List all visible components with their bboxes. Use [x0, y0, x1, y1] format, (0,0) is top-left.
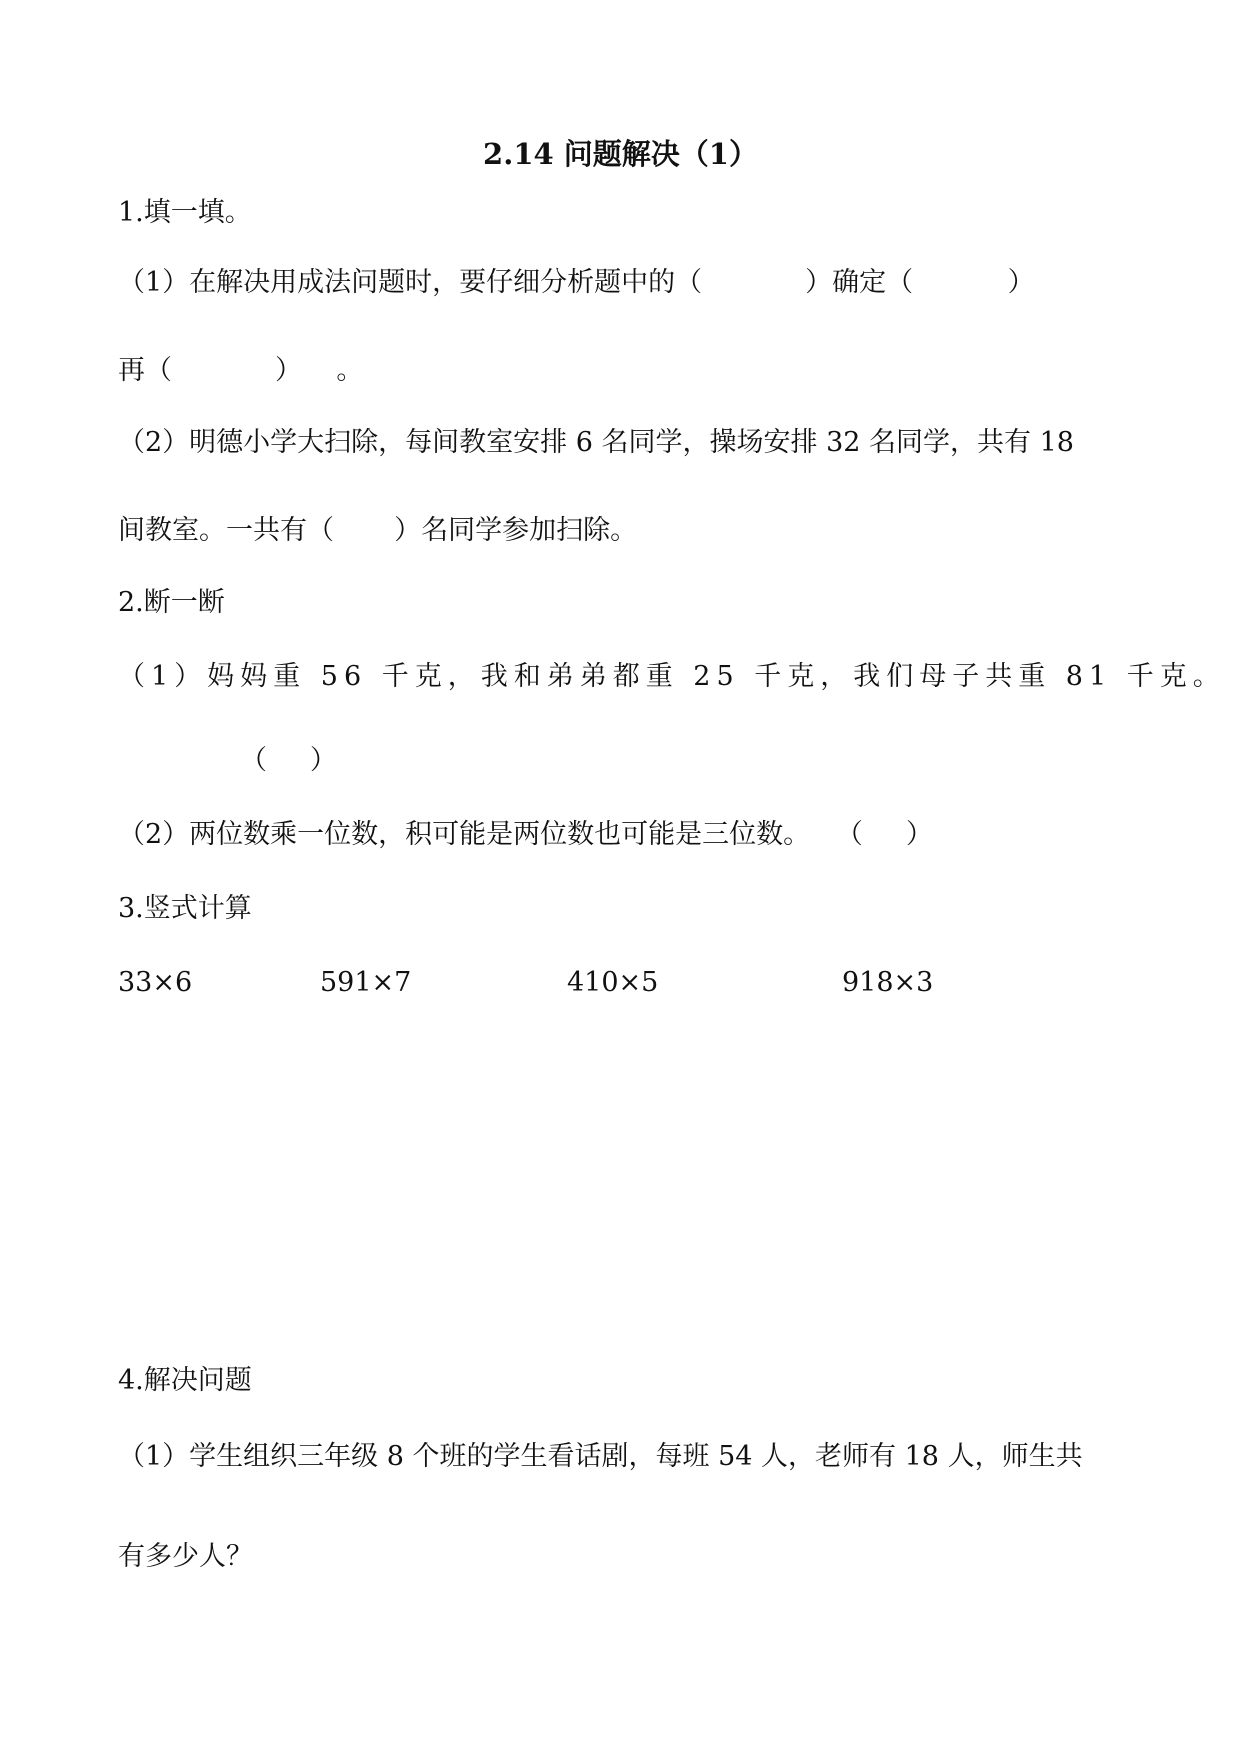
section-heading-solve-problems: 4.解决问题 [118, 1365, 252, 1396]
question-4-1-line-1: （1）学生组织三年级 8 个班的学生看话剧，每班 54 人，老师有 18 人，师生共 [118, 1441, 1083, 1472]
section-heading-fill-in: 1.填一填。 [118, 197, 252, 228]
page-title: 2.14 问题解决（1） [483, 137, 758, 171]
calculation-expression: 410×5 [567, 967, 659, 998]
question-2-1-answer-brackets: （ ） [240, 745, 337, 776]
question-2-1-line-1: （1）妈妈重 56 千克，我和弟弟都重 25 千克，我们母子共重 81 千克。 [118, 661, 1226, 692]
calculation-expression: 591×7 [320, 967, 412, 998]
question-4-1-line-2: 有多少人？ [118, 1541, 253, 1572]
question-1-1-line-1: （1）在解决用成法问题时，要仔细分析题中的（ ）确定（ ） [118, 267, 1035, 298]
question-2-2-line-1: （2）两位数乘一位数，积可能是两位数也可能是三位数。 （ ） [118, 819, 933, 850]
question-1-2-line-2: 间教室。一共有（ ）名同学参加扫除。 [118, 515, 638, 546]
question-1-1-line-2: 再（ ） 。 [118, 355, 364, 386]
calculation-expression: 918×3 [842, 967, 934, 998]
question-1-2-line-1: （2）明德小学大扫除，每间教室安排 6 名同学，操场安排 32 名同学，共有 18 [118, 427, 1074, 458]
section-heading-true-false: 2.断一断 [118, 587, 225, 618]
calculation-expression: 33×6 [118, 967, 193, 998]
section-heading-vertical-calculation: 3.竖式计算 [118, 893, 252, 924]
